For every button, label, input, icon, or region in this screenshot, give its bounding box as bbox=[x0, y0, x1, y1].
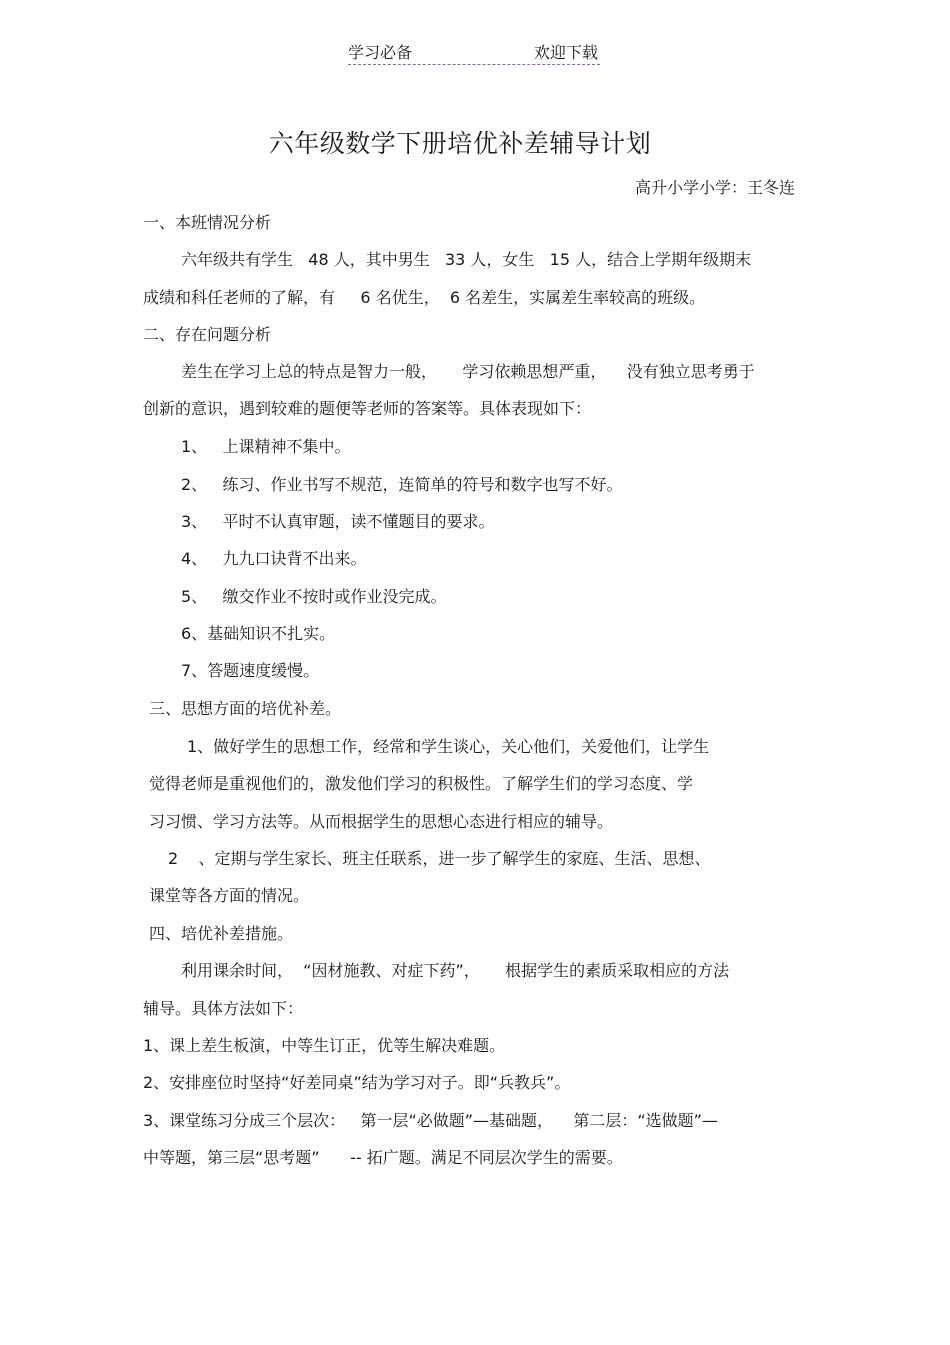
paragraph-line: 中等题，第三层“思考题” -- 拓广题。满足不同层次学生的需要。 bbox=[143, 1148, 623, 1167]
section-heading-4: 四、培优补差措施。 bbox=[149, 924, 294, 943]
paragraph-line: 1、做好学生的思想工作，经常和学生谈心，关心他们，关爱他们，让学生 bbox=[187, 737, 710, 756]
list-item: 3、 平时不认真审题，读不懂题目的要求。 bbox=[181, 512, 495, 531]
paragraph-line: 创新的意识，遇到较难的题便等老师的答案等。具体表现如下： bbox=[143, 399, 592, 418]
header-right-text: 欢迎下载 bbox=[533, 43, 598, 62]
paragraph-line: 利用课余时间， “因材施教、对症下药”， 根据学生的素质采取相应的方法 bbox=[181, 961, 730, 980]
paragraph-line: 课堂等各方面的情况。 bbox=[149, 886, 310, 905]
list-item: 6、基础知识不扎实。 bbox=[181, 624, 336, 643]
list-item: 1、课上差生板演，中等生订正，优等生解决难题。 bbox=[143, 1036, 506, 1055]
page-header bbox=[348, 40, 600, 65]
paragraph-line: 成绩和科任老师的了解，有 6 名优生， 6 名差生，实属差生率较高的班级。 bbox=[143, 288, 706, 307]
header-left-text: 学习必备 bbox=[348, 43, 413, 62]
paragraph-line: 辅导。具体方法如下： bbox=[143, 999, 304, 1018]
section-heading-2: 二、存在问题分析 bbox=[143, 325, 272, 344]
paragraph-line: 觉得老师是重视他们的，激发他们学习的积极性。了解学生们的学习态度、学 bbox=[149, 774, 694, 793]
section-heading-3: 三、思想方面的培优补差。 bbox=[149, 699, 342, 718]
list-item: 2、安排座位时坚持“好差同桌”结为学习对子。即“兵教兵”。 bbox=[143, 1073, 571, 1092]
list-item: 4、 九九口诀背不出来。 bbox=[181, 549, 367, 568]
list-item: 2、 练习、作业书写不规范，连简单的符号和数字也写不好。 bbox=[181, 475, 623, 494]
paragraph-line: 习习惯、学习方法等。从而根据学生的思想心态进行相应的辅导。 bbox=[149, 812, 614, 831]
list-item: 1、 上课精神不集中。 bbox=[181, 437, 351, 456]
list-item: 3、课堂练习分成三个层次： 第一层“必做题”—基础题， 第二层：“选做题”— bbox=[143, 1111, 718, 1130]
list-item: 7、答题速度缓慢。 bbox=[181, 661, 320, 680]
paragraph-line: 六年级共有学生 48 人，其中男生 33 人，女生 15 人，结合上学期年级期末 bbox=[181, 250, 752, 269]
section-heading-1: 一、本班情况分析 bbox=[143, 213, 272, 232]
author-line: 高升小学小学：王冬连 bbox=[634, 178, 795, 197]
document-title: 六年级数学下册培优补差辅导计划 bbox=[268, 129, 652, 158]
paragraph-line: 2 、定期与学生家长、班主任联系，进一步了解学生的家庭、生活、思想、 bbox=[168, 849, 711, 868]
paragraph-line: 差生在学习上总的特点是智力一般， 学习依赖思想严重， 没有独立思考勇于 bbox=[181, 362, 755, 381]
list-item: 5、 缴交作业不按时或作业没完成。 bbox=[181, 587, 447, 606]
